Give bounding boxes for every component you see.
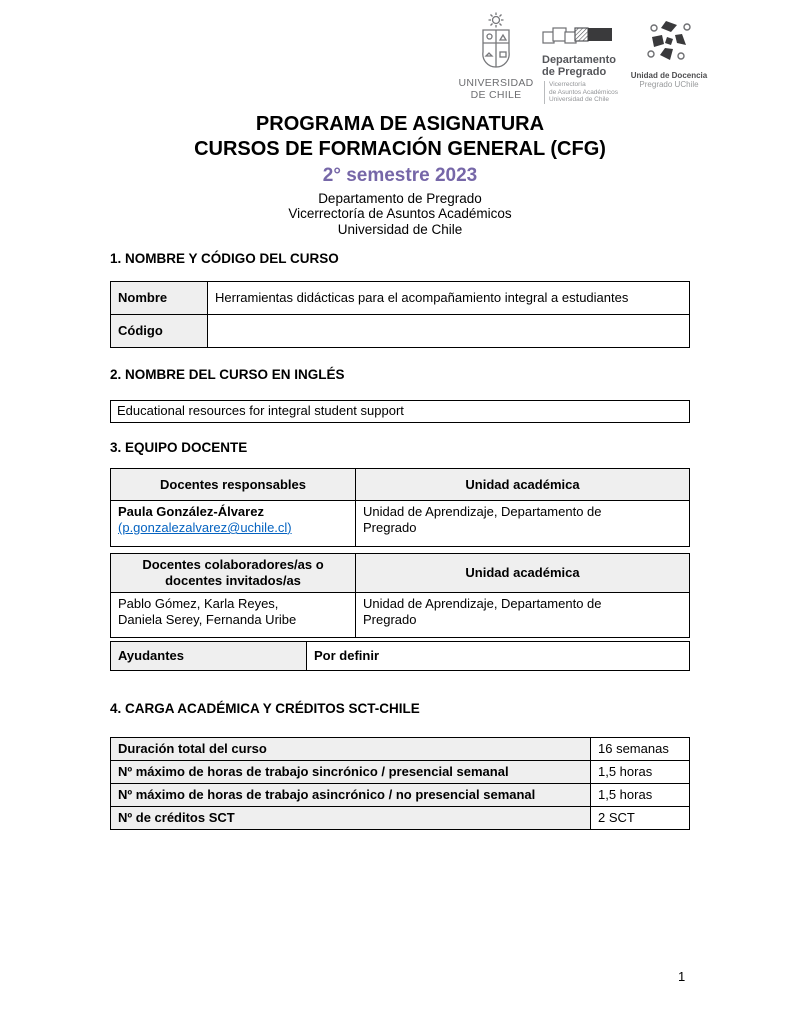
docentes-colaboradores-table [110,553,690,638]
pregrado-logo-sub-line2: de Asuntos Académicos [549,88,619,96]
page-number: 1 [678,969,686,984]
unidad-col-header: Unidad académica [356,554,690,593]
table-row [111,784,690,807]
paren-open: ( [118,520,123,535]
table-row [111,761,690,784]
table-header-row [111,469,690,501]
unidad-col-header: Unidad académica [356,469,690,501]
responsables-col-header: Docentes responsables [111,469,356,501]
colaboradores-header-line1: Docentes colaboradores/as o [142,557,324,572]
uchile-logo [455,12,537,101]
unidad-line1: Unidad de Aprendizaje, Departamento de [363,504,602,519]
table-row [111,501,690,547]
duracion-label-cell: Duración total del curso [111,738,591,761]
responsable-cell [111,501,356,547]
table-row [111,593,690,638]
responsable-name: Paula González-Álvarez [118,504,264,519]
ayudantes-table [110,641,690,671]
responsable-unidad-cell [356,501,690,547]
ayudantes-label-cell: Ayudantes [111,642,307,671]
table-row [111,642,690,671]
docencia-logo [626,18,712,89]
ayudantes-value-cell: Por definir [307,642,690,671]
colaboradores-col-header [111,554,356,593]
table-row [111,738,690,761]
colaboradores-unidad-cell [356,593,690,638]
paren-close: ) [287,520,292,535]
subtitle-universidad: Universidad de Chile [337,221,463,237]
section3-heading: 3. EQUIPO DOCENTE [110,440,248,455]
colaboradores-names-line1: Pablo Gómez, Karla Reyes, [118,596,279,611]
creditos-value-cell: 2 SCT [591,807,690,830]
table-row [111,807,690,830]
codigo-label-cell: Código [111,315,208,348]
docencia-logo-sub: Pregrado UChile [639,80,699,89]
unidad-line1: Unidad de Aprendizaje, Departamento de [363,596,602,611]
uchile-logo-text-line2: DE CHILE [470,89,522,101]
colaboradores-names-cell [111,593,356,638]
section1-heading: 1. NOMBRE Y CÓDIGO DEL CURSO [110,251,339,266]
horas-sincronico-label-cell: Nº máximo de horas de trabajo sincrónico / presencial semanal [111,761,591,784]
colaboradores-header-line2: docentes invitados/as [165,573,301,588]
pregrado-logo-title-line2: de Pregrado [542,66,607,78]
english-name-box: Educational resources for integral student support [110,400,690,423]
carga-academica-table [110,737,690,830]
uchile-logo-text-line1: UNIVERSIDAD [458,77,534,89]
docentes-responsables-table [110,468,690,547]
pregrado-logo [542,26,630,104]
duracion-value-cell: 16 semanas [591,738,690,761]
unidad-line2: Pregrado [363,612,417,627]
document-title-line2: CURSOS DE FORMACIÓN GENERAL (CFG) [194,138,606,160]
table-row [111,315,690,348]
squares-chain-icon [542,26,616,46]
semester-subtitle: 2° semestre 2023 [322,165,478,186]
document-title-line1: PROGRAMA DE ASIGNATURA [255,113,545,135]
horas-asincronico-label-cell: Nº máximo de horas de trabajo asincrónico / no presencial semanal [111,784,591,807]
section2-heading: 2. NOMBRE DEL CURSO EN INGLÉS [110,367,345,382]
table-row [111,282,690,315]
unidad-line2: Pregrado [363,520,417,535]
horas-sincronico-value-cell: 1,5 horas [591,761,690,784]
horas-asincronico-value-cell: 1,5 horas [591,784,690,807]
pinwheel-icon [646,18,692,64]
codigo-value-cell [208,315,690,348]
email-link[interactable]: p.gonzalezalvarez@uchile.cl [122,520,288,535]
course-name-code-table [110,281,690,348]
subtitle-vicerrectoria: Vicerrectoría de Asuntos Académicos [288,206,512,222]
creditos-label-cell: Nº de créditos SCT [111,807,591,830]
colaboradores-names-line2: Daniela Serey, Fernanda Uribe [118,612,297,627]
pregrado-logo-sub-line3: Universidad de Chile [549,96,609,103]
responsable-email-line [118,520,348,536]
nombre-label-cell: Nombre [111,282,208,315]
title-block [0,112,800,237]
nombre-value-cell: Herramientas didácticas para el acompañamiento integral a estudiantes [208,282,690,315]
table-header-row [111,554,690,593]
docencia-logo-title: Unidad de Docencia [630,71,708,80]
subtitle-departamento: Departamento de Pregrado [318,191,482,206]
pregrado-logo-title-line1: Departamento [542,54,616,66]
uchile-crest-icon [474,12,518,70]
pregrado-logo-sub-line1: Vicerrectoría [549,81,586,88]
section4-heading: 4. CARGA ACADÉMICA Y CRÉDITOS SCT-CHILE [110,701,420,716]
